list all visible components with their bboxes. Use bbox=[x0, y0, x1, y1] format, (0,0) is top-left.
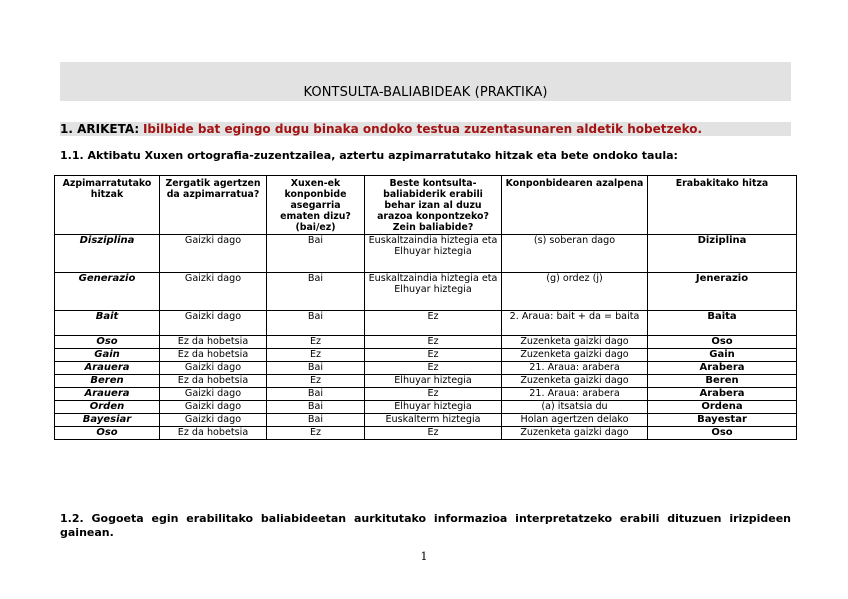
xuxen-cell: Ez bbox=[267, 427, 365, 440]
word-cell: Oso bbox=[55, 336, 160, 349]
page-number: 1 bbox=[420, 550, 428, 563]
word-cell: Arauera bbox=[55, 362, 160, 375]
table-header-row bbox=[55, 176, 797, 235]
resource-cell: Elhuyar hiztegia bbox=[365, 375, 502, 388]
title-band bbox=[60, 62, 791, 101]
xuxen-cell: Bai bbox=[267, 235, 365, 273]
resource-cell: Euskalterm hiztegia bbox=[365, 414, 502, 427]
result-cell: Ordena bbox=[648, 401, 797, 414]
reason-cell: Ez da hobetsia bbox=[160, 427, 267, 440]
explanation-cell: 21. Araua: arabera bbox=[502, 388, 648, 401]
page-title: KONTSULTA-BALIABIDEAK (PRAKTIKA) bbox=[303, 85, 548, 100]
table-row bbox=[55, 273, 797, 311]
resource-cell: Ez bbox=[365, 388, 502, 401]
word-cell: Bayesiar bbox=[55, 414, 160, 427]
exercise-label: 1. ARIKETA: bbox=[60, 122, 140, 136]
xuxen-cell: Ez bbox=[267, 375, 365, 388]
reason-cell: Ez da hobetsia bbox=[160, 375, 267, 388]
resource-cell: Ez bbox=[365, 362, 502, 375]
reason-cell: Gaizki dago bbox=[160, 235, 267, 273]
table-row bbox=[55, 336, 797, 349]
explanation-cell: 21. Araua: arabera bbox=[502, 362, 648, 375]
word-cell: Oso bbox=[55, 427, 160, 440]
resource-cell: Ez bbox=[365, 336, 502, 349]
result-cell: Baita bbox=[648, 311, 797, 336]
words-table bbox=[54, 175, 797, 440]
xuxen-cell: Bai bbox=[267, 362, 365, 375]
reason-cell: Gaizki dago bbox=[160, 362, 267, 375]
explanation-cell: Zuzenketa gaizki dago bbox=[502, 427, 648, 440]
explanation-cell: (g) ordez (j) bbox=[502, 273, 648, 311]
explanation-cell: 2. Araua: bait + da = baita bbox=[502, 311, 648, 336]
resource-cell: Elhuyar hiztegia bbox=[365, 401, 502, 414]
column-header: Beste kontsulta-baliabiderik erabili behar izan al duzu arazoa konpontzeko? Zein baliabide? bbox=[365, 176, 502, 235]
result-cell: Oso bbox=[648, 427, 797, 440]
table-row bbox=[55, 427, 797, 440]
explanation-cell: (s) soberan dago bbox=[502, 235, 648, 273]
resource-cell: Euskaltzaindia hiztegia eta Elhuyar hiztegia bbox=[365, 273, 502, 311]
table-row bbox=[55, 235, 797, 273]
resource-cell: Ez bbox=[365, 427, 502, 440]
xuxen-cell: Ez bbox=[267, 349, 365, 362]
result-cell: Jenerazio bbox=[648, 273, 797, 311]
reason-cell: Gaizki dago bbox=[160, 273, 267, 311]
result-cell: Bayestar bbox=[648, 414, 797, 427]
result-cell: Gain bbox=[648, 349, 797, 362]
column-header: Konponbidearen azalpena bbox=[502, 176, 648, 235]
xuxen-cell: Ez bbox=[267, 336, 365, 349]
resource-cell: Ez bbox=[365, 349, 502, 362]
reason-cell: Gaizki dago bbox=[160, 311, 267, 336]
result-cell: Arabera bbox=[648, 362, 797, 375]
explanation-cell: Zuzenketa gaizki dago bbox=[502, 349, 648, 362]
word-cell: Arauera bbox=[55, 388, 160, 401]
reason-cell: Ez da hobetsia bbox=[160, 336, 267, 349]
reason-cell: Ez da hobetsia bbox=[160, 349, 267, 362]
column-header: Azpimarratutako hitzak bbox=[55, 176, 160, 235]
result-cell: Arabera bbox=[648, 388, 797, 401]
result-cell: Beren bbox=[648, 375, 797, 388]
word-cell: Disziplina bbox=[55, 235, 160, 273]
exercise-band bbox=[60, 122, 791, 136]
reason-cell: Gaizki dago bbox=[160, 388, 267, 401]
table-row bbox=[55, 401, 797, 414]
xuxen-cell: Bai bbox=[267, 388, 365, 401]
word-cell: Orden bbox=[55, 401, 160, 414]
column-header: Erabakitako hitza bbox=[648, 176, 797, 235]
reason-cell: Gaizki dago bbox=[160, 414, 267, 427]
xuxen-cell: Bai bbox=[267, 311, 365, 336]
explanation-cell: Zuzenketa gaizki dago bbox=[502, 336, 648, 349]
xuxen-cell: Bai bbox=[267, 414, 365, 427]
xuxen-cell: Bai bbox=[267, 273, 365, 311]
xuxen-cell: Bai bbox=[267, 401, 365, 414]
section-1-1-heading: 1.1. Aktibatu Xuxen ortografia-zuzentzailea, aztertu azpimarratutako hitzak eta bete ondoko taula: bbox=[60, 149, 678, 162]
table-row bbox=[55, 414, 797, 427]
table-row bbox=[55, 362, 797, 375]
exercise-text: Ibilbide bat egingo dugu binaka ondoko testua zuzentasunaren aldetik hobetzeko. bbox=[142, 122, 703, 136]
table-row bbox=[55, 375, 797, 388]
word-cell: Gain bbox=[55, 349, 160, 362]
result-cell: Diziplina bbox=[648, 235, 797, 273]
column-header: Xuxen-ek konponbide asegarria ematen dizu? (bai/ez) bbox=[267, 176, 365, 235]
resource-cell: Ez bbox=[365, 311, 502, 336]
word-cell: Bait bbox=[55, 311, 160, 336]
explanation-cell: Holan agertzen delako bbox=[502, 414, 648, 427]
column-header: Zergatik agertzen da azpimarratua? bbox=[160, 176, 267, 235]
table-row bbox=[55, 349, 797, 362]
table-row bbox=[55, 311, 797, 336]
result-cell: Oso bbox=[648, 336, 797, 349]
explanation-cell: (a) itsatsia du bbox=[502, 401, 648, 414]
reason-cell: Gaizki dago bbox=[160, 401, 267, 414]
explanation-cell: Zuzenketa gaizki dago bbox=[502, 375, 648, 388]
table-row bbox=[55, 388, 797, 401]
resource-cell: Euskaltzaindia hiztegia eta Elhuyar hiztegia bbox=[365, 235, 502, 273]
word-cell: Beren bbox=[55, 375, 160, 388]
word-cell: Generazio bbox=[55, 273, 160, 311]
section-1-2-heading: 1.2. Gogoeta egin erabilitako baliabideetan aurkitutako informazioa interpretatzeko erabili dituzuen irizpideen gainean. bbox=[60, 512, 791, 539]
